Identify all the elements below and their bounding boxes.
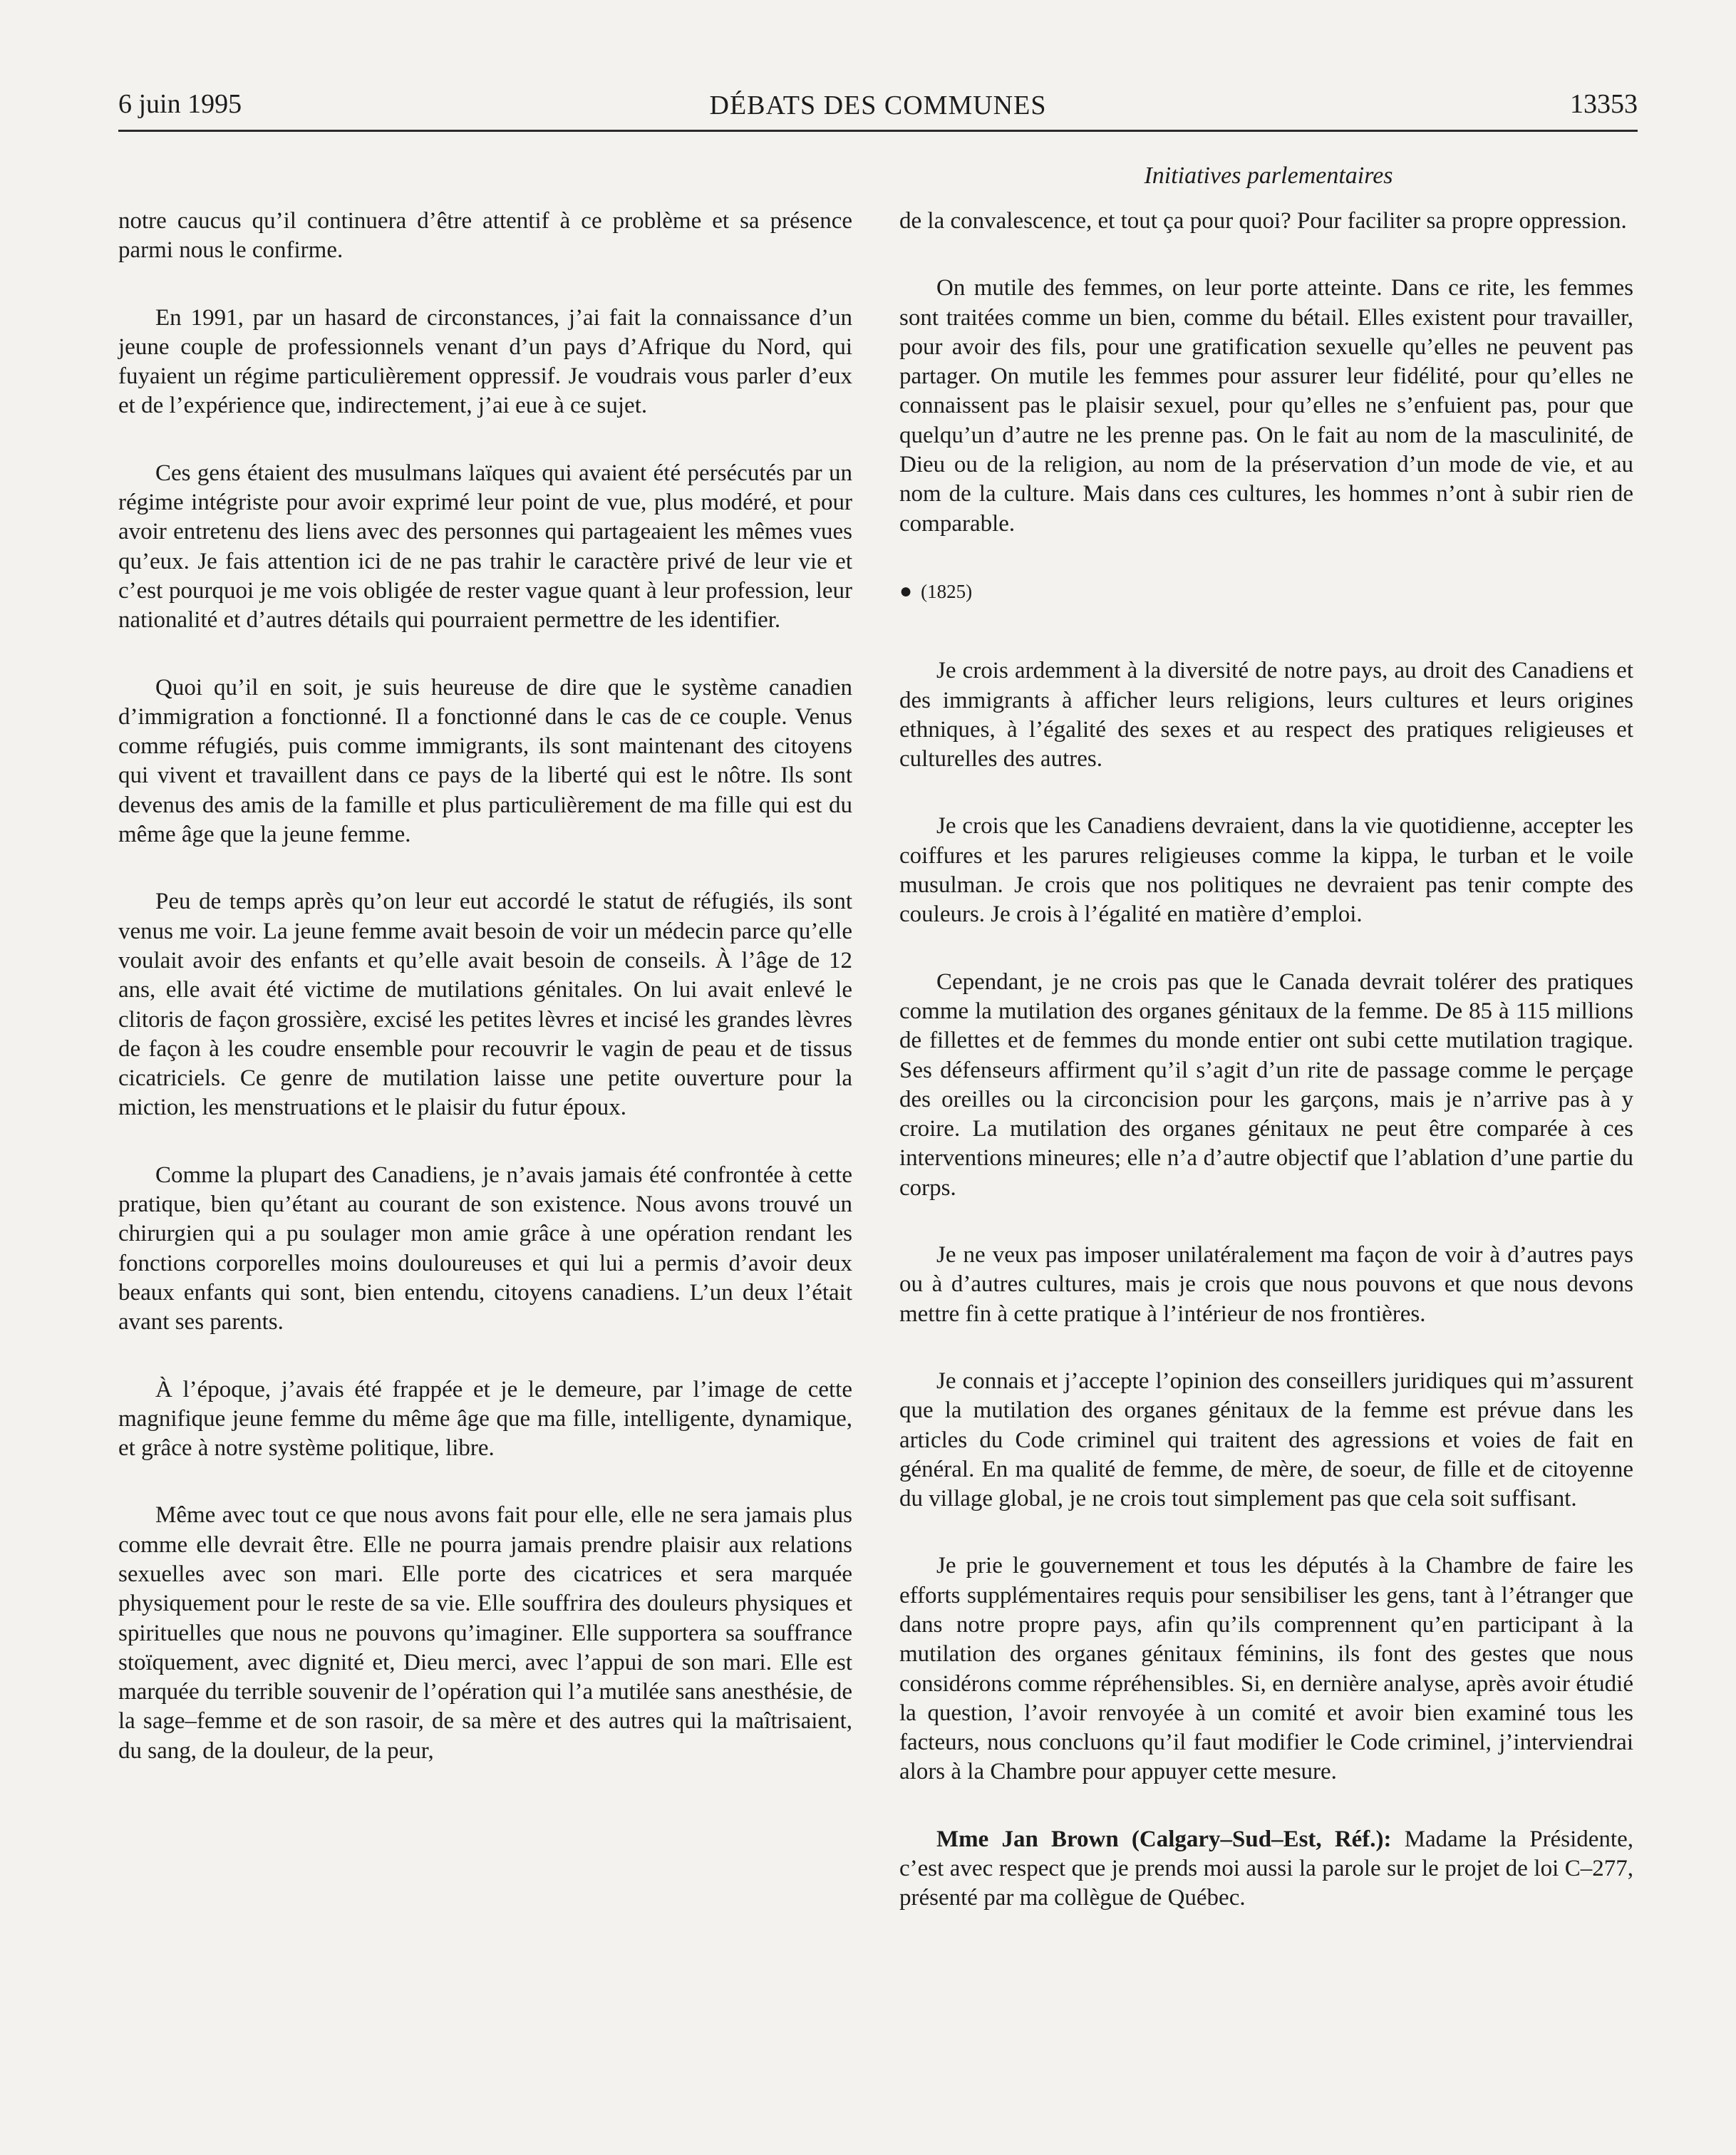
bullet-icon: ● — [899, 579, 913, 603]
time-marker — [899, 577, 1633, 606]
paragraph: Comme la plupart des Canadiens, je n’avais jamais été confrontée à cette pratique, bien qu’étant au courant de son existence. Nous avons trouvé un chirurgien qui a pu soulager mon amie grâce à une opération rendant les fonctions corporelles moins douloureuses et qui lui a permis d’avoir deux beaux enfants qui sont, bien entendu, citoyens canadiens. L’un deux l’était avant ses parents. — [118, 1162, 852, 1335]
speaker-name: Mme Jan Brown (Calgary–Sud–Est, Réf.): — [936, 1826, 1392, 1852]
paragraph: Ces gens étaient des musulmans laïques qui avaient été persécutés par un régime intégriste pour avoir exprimé leur point de vue, plus modéré, et pour avoir entretenu des liens avec des personnes qui partageaient les mêmes vues qu’eux. Je fais attention ici de ne pas trahir le caractère privé de leur vie et c’est pourquoi je me vois obligée de rester vague quant à leur profession, leur nationalité et d’autres détails qui pourraient permettre de les identifier. — [118, 460, 852, 634]
paragraph: Quoi qu’il en soit, je suis heureuse de dire que le système canadien d’immigration a fonctionné. Il a fonctionné dans le cas de ce couple. Venus comme réfugiés, puis comme immigrants, ils sont maintenant des citoyens qui vivent et travaillent dans ce pays de la liberté qui est le nôtre. Ils sont devenus des amis de la famille et plus particulièrement de ma fille qui est du même âge que la jeune femme. — [118, 674, 852, 848]
paragraph: Même avec tout ce que nous avons fait pour elle, elle ne sera jamais plus comme elle devrait être. Elle ne pourra jamais prendre plaisir aux relations sexuelles avec son mari. Elle porte des cicatrices et sera marquée physiquement pour le reste de sa vie. Elle souffrira des douleurs physiques et spirituelles que nous ne pouvons qu’imaginer. Elle supportera sa souffrance stoïquement, avec dignité et, Dieu merci, avec l’appui de son mari. Elle est marquée du terrible souvenir de l’opération qui l’a mutilée sans anesthésie, de la sage–femme et de son rasoir, de sa mère et des autres qui la maîtrisaient, du sang, de la douleur, de la peur, — [118, 1502, 852, 1764]
right-column — [899, 207, 1633, 1913]
speech-text: Madame la Présidente, c’est avec respect que je prends moi aussi la parole sur le projet de loi C–277, présenté par ma collègue de Québec. — [899, 1826, 1633, 1911]
paragraph: Cependant, je ne crois pas que le Canada devrait tolérer des pratiques comme la mutilation des organes génitaux de la femme. De 85 à 115 millions de fillettes et de femmes du monde entier ont subi cette mutilation tragique. Ses défenseurs affirment qu’il s’agit d’un rite de passage comme le perçage des oreilles ou la circoncision pour les garçons, mais je n’arrive pas à y croire. La mutilation des organes génitaux ne peut être comparée à ces interventions mineures; elle n’a d’autre objectif que l’ablation d’une partie du corps. — [899, 968, 1633, 1201]
page-header — [118, 86, 1638, 132]
paragraph: Je prie le gouvernement et tous les députés à la Chambre de faire les efforts supplémentaires requis pour sensibiliser les gens, tant à l’étranger que dans notre propre pays, afin qu’ils comprennent qu’en participant à la mutilation des organes génitaux féminins, ils font des gestes que nous considérons comme répréhensibles. Si, en dernière analyse, après avoir étudié la question, l’avoir renvoyée à un comité et avoir bien examiné tous les facteurs, nous concluons qu’il faut modifier le Code criminel, j’interviendrai alors à la Chambre pour appuyer cette mesure. — [899, 1553, 1633, 1785]
paragraph: En 1991, par un hasard de circonstances, j’ai fait la connaissance d’un jeune couple de professionnels venant d’un pays d’Afrique du Nord, qui fuyaient un régime particulièrement oppressif. Je voudrais vous parler d’eux et de l’expérience que, indirectement, j’ai eue à ce sujet. — [118, 304, 852, 419]
paragraph: notre caucus qu’il continuera d’être attentif à ce problème et sa présence parmi nous le confirme. — [118, 208, 852, 264]
header-page-number: 13353 — [1570, 89, 1638, 119]
time-marker-text: (1825) — [921, 580, 973, 602]
left-column — [118, 207, 852, 1766]
paragraph: Je ne veux pas imposer unilatéralement ma façon de voir à d’autres pays ou à d’autres cultures, mais je crois que nous pouvons et que nous devons mettre fin à cette pratique à l’intérieur de nos frontières. — [899, 1242, 1633, 1327]
paragraph: À l’époque, j’avais été frappée et je le demeure, par l’image de cette magnifique jeune femme du même âge que ma fille, intelligente, dynamique, et grâce à notre système politique, libre. — [118, 1376, 852, 1462]
section-label: Initiatives parlementaires — [1144, 162, 1393, 189]
header-journal-title: DÉBATS DES COMMUNES — [709, 91, 1047, 120]
paragraph: Je crois ardemment à la diversité de notre pays, au droit des Canadiens et des immigrants à afficher leurs religions, leurs cultures et leurs origines ethniques, à l’égalité des sexes et au respect des pratiques religieuses et culturelles des autres. — [899, 658, 1633, 772]
speaker-paragraph — [899, 1825, 1633, 1913]
paragraph: de la convalescence, et tout ça pour quoi? Pour faciliter sa propre oppression. — [899, 208, 1627, 234]
paragraph: Je connais et j’accepte l’opinion des conseillers juridiques qui m’assurent que la mutilation des organes génitaux de la femme est prévue dans les articles du Code criminel qui traitent des agressions et voies de fait en général. En ma qualité de femme, de mère, de soeur, de fille et de citoyenne du village global, je ne crois tout simplement pas que cela soit suffisant. — [899, 1368, 1633, 1512]
paragraph: Peu de temps après qu’on leur eut accordé le statut de réfugiés, ils sont venus me voir. La jeune femme avait besoin de voir un médecin parce qu’elle voulait avoir des enfants et qu’elle avait besoin de conseils. À l’âge de 12 ans, elle avait été victime de mutilations génitales. On lui avait enlevé le clitoris de façon grossière, excisé les petites lèvres et incisé les grandes lèvres de façon à les coudre ensemble pour recouvrir le vagin de peau et de tissus cicatriciels. Ce genre de mutilation laisse une petite ouverture pour la miction, les menstruations et le plaisir du futur époux. — [118, 889, 852, 1121]
paragraph: On mutile des femmes, on leur porte atteinte. Dans ce rite, les femmes sont traitées comme un bien, comme du bétail. Elles existent pour travailler, pour avoir des fils, pour une gratification sexuelle qu’elles ne peuvent pas partager. On mutile les femmes pour assurer leur fidélité, pour qu’elles ne connaissent pas le plaisir sexuel, pour qu’elles ne s’enfuient pas, pour que quelqu’un d’autre ne les prenne pas. On le fait au nom de la masculinité, de Dieu ou de la religion, au nom de la préservation d’un mode de vie, et au nom de la culture. Mais dans ces cultures, les hommes n’ont à subir rien de comparable. — [899, 275, 1633, 537]
header-date: 6 juin 1995 — [118, 89, 242, 119]
paragraph: Je crois que les Canadiens devraient, dans la vie quotidienne, accepter les coiffures et les parures religieuses comme la kippa, le turban et le voile musulman. Je crois que nos politiques ne devraient pas tenir compte des couleurs. Je crois à l’égalité en matière d’emploi. — [899, 813, 1633, 928]
